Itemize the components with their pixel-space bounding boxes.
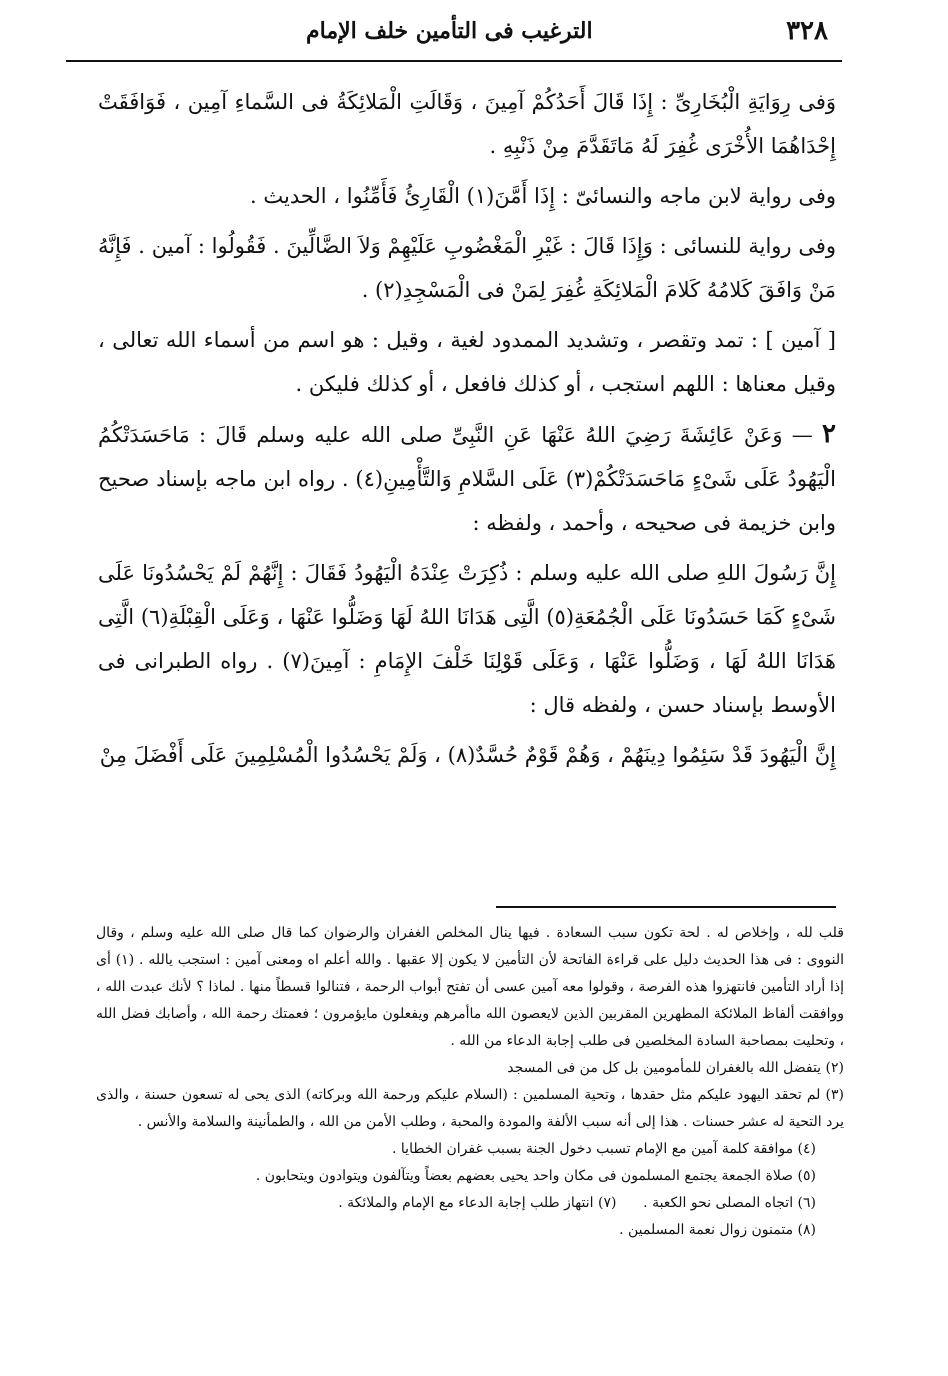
- page-header: [56, 16, 828, 56]
- hadith-2-text: — وَعَنْ عَائِشَةَ رَضِيَ اللهُ عَنْهَا عَنِ النَّبِىِّ صلى الله عليه وسلم قَالَ : مَاحَسَدَتْكُمُ الْيَهُودُ عَلَى شَىْءٍ مَاحَسَدَتْكُمْ(٣) عَلَى السَّلامِ وَالتَّأْمِينِ(٤) . رواه ابن ماجه بإسناد صحيح وابن خزيمة فى صحيحه ، وأحمد ، ولفظه :: [98, 423, 837, 535]
- amin-definition: [ آمين ] : تمد وتقصر ، وتشديد الممدود لغية ، وقيل : هو اسم من أسماء الله تعالى ، وقيل معناها : اللهم استجب ، أو كذلك فافعل ، أو كذلك فليكن .: [98, 328, 836, 396]
- footnote-6: (٦) اتجاه المصلى نحو الكعبة .: [643, 1195, 816, 1211]
- header-divider: [66, 60, 842, 62]
- footnote-2: (٢) يتفضل الله بالغفران للمأمومين بل كل من فى المسجد: [507, 1060, 844, 1076]
- footnotes: [96, 920, 844, 1244]
- footnote-6-7: [96, 1190, 844, 1217]
- footnote-7: (٧) انتهاز طلب إجابة الدعاء مع الإمام والملائكة .: [338, 1195, 617, 1211]
- hadith-2-intro: [98, 412, 836, 545]
- footnote-continuation: قلب لله ، وإخلاص له . لحة تكون سبب السعادة . فيها ينال المخلص الغفران والرضوان كما قال صلى الله عليه وسلم ، وقال النووى : فى هذا الحديث دليل على قراءة الفاتحة لأن التأمين لا يكون إلا عقبها . والله أعلم اه ومعنى آمين : استجب يالله . (١) أى إذا أراد التأمين فانتهزوا هذه الفرصة ، وقولوا معه آمين عسى أن تفتح أبواب الرحمة ، فتنالوا قسطاً منها . لماذا ؟ لأنك عبدت الله ، ووافقت ألفاظ الملائكة المطهرين المقربين الذين لايعصون الله ماأمرهم ويفعلون مايؤمرون ؛ فعمتك رحمة الله ، وأصابك فضل الله ، وتحليت بمصاحبة السادة المخلصين فى طلب إجابة الدعاء من الله .: [96, 925, 844, 1049]
- footnote-divider: [496, 906, 836, 908]
- hadith-number: ٢: [822, 419, 837, 449]
- footnote-5: (٥) صلاة الجمعة يجتمع المسلمون فى مكان واحد يحيى بعضهم بعضاً ويتآلفون ويتوادون ويتحابون .: [255, 1168, 816, 1184]
- hadith-2-wording: إِنَّ رَسُولَ اللهِ صلى الله عليه وسلم : ذُكِرَتْ عِنْدَهُ الْيَهُودُ فَقَالَ : إِنَّهُمْ لَمْ يَحْسُدُونَا عَلَى شَىْءٍ كَمَا حَسَدُونَا عَلَى الْجُمُعَةِ(٥) الَّتِى هَدَانَا اللهُ لَهَا وَضَلُّوا عَنْهَا ، وَعَلَى الْقِبْلَةِ(٦) الَّتِى هَدَانَا اللهُ لَهَا ، وَضَلُّوا عَنْهَا ، وَعَلَى قَوْلِنَا خَلْفَ الإِمَامِ : آمِينَ(٧) . رواه الطبرانى فى الأوسط بإسناد حسن ، ولفظه قال :: [98, 561, 837, 717]
- footnote-8: (٨) متمنون زوال نعمة المسلمين .: [619, 1222, 816, 1238]
- footnote-4: (٤) موافقة كلمة آمين مع الإمام تسبب دخول الجنة بسبب غفران الخطايا .: [392, 1141, 816, 1157]
- nasai-narration: وفى رواية للنسائى : وَإِذَا قَالَ : غَيْرِ الْمَغْضُوبِ عَلَيْهِمْ وَلاَ الضَّالِّينَ . فَقُولُوا : آمين . فَإِنَّهُ مَنْ وَافَقَ كَلامُهُ كَلامَ الْمَلائِكَةِ غُفِرَ لِمَنْ فى الْمَسْجِدِ(٢) .: [98, 234, 836, 302]
- page-number: ٣٢٨: [786, 16, 828, 46]
- hadith-2-tabarani: إِنَّ الْيَهُودَ قَدْ سَئِمُوا دِينَهُمْ ، وَهُمْ قَوْمٌ حُسَّدٌ(٨) ، وَلَمْ يَحْسُدُوا الْمُسْلِمِينَ عَلَى أَفْضَلَ مِنْ: [99, 743, 836, 767]
- bukhari-narration: وَفى رِوَايَةِ الْبُخَارِىِّ : إِذَا قَالَ أَحَدُكُمْ آمِينَ ، وَقَالَتِ الْمَلائِكَةُ فى السَّماءِ آمِين ، فَوَافَقَتْ إِحْدَاهُمَا الأُخْرَى غُفِرَ لَهُ مَاتَقَدَّمَ مِنْ ذَنْبِهِ .: [98, 90, 836, 158]
- main-text: [98, 80, 836, 783]
- footnote-3: (٣) لم تحقد اليهود عليكم مثل حقدها ، وتحية المسلمين : (السلام عليكم ورحمة الله وبركاته) الذى يحى له تسعون حسنة ، والذى يرد التحية له عشر حسنات . هذا إلى أنه سبب الألفة والمودة والمحبة ، وطلب الأمن من الله ، والطمأنينة والسلامة والأنس .: [96, 1087, 844, 1130]
- ibn-majah-nasai-narration: وفى رواية لابن ماجه والنسائىّ : إِذَا أَمَّنَ(١) الْقَارِئُ فَأَمِّنُوا ، الحديث .: [250, 184, 836, 208]
- running-title: الترغيب فى التأمين خلف الإمام: [306, 18, 593, 44]
